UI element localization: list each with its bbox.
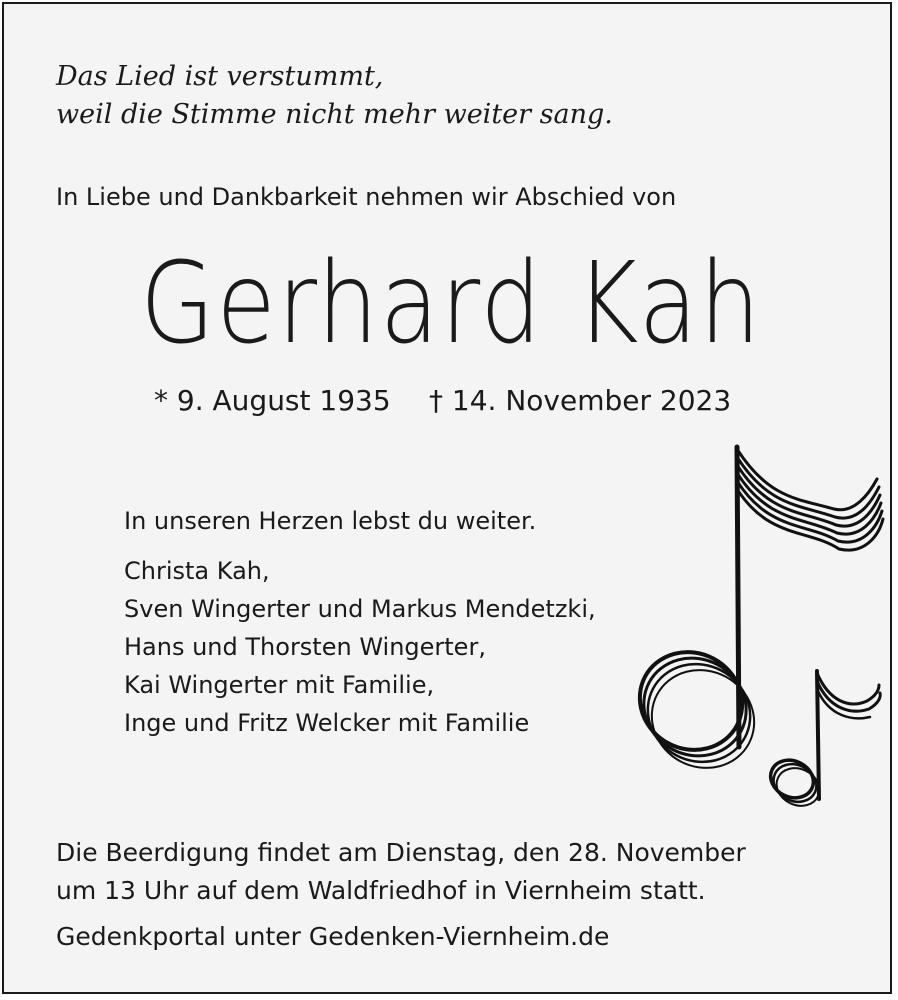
- birth-date: * 9. August 1935: [154, 384, 391, 417]
- subline: In unseren Herzen lebst du weiter.: [124, 507, 537, 535]
- family-member: Hans und Thorsten Wingerter,: [124, 633, 486, 661]
- intro-text: In Liebe und Dankbarkeit nehmen wir Abschied von: [56, 183, 677, 211]
- family-member: Christa Kah,: [124, 557, 270, 585]
- family-member: Sven Wingerter und Markus Mendetzki,: [124, 595, 596, 623]
- motto-line-2: weil die Stimme nicht mehr weiter sang.: [56, 99, 613, 130]
- motto-line-1: Das Lied ist verstummt,: [56, 61, 384, 92]
- funeral-line-2: um 13 Uhr auf dem Waldfriedhof in Viernheim statt.: [56, 876, 706, 905]
- family-member: Inge und Fritz Welcker mit Familie: [124, 709, 530, 737]
- obituary-card: [2, 2, 892, 994]
- deceased-name: Gerhard Kah: [140, 239, 763, 369]
- music-notes-icon: [629, 439, 889, 819]
- family-member: Kai Wingerter mit Familie,: [124, 671, 435, 699]
- memorial-portal: Gedenkportal unter Gedenken-Viernheim.de: [56, 922, 610, 951]
- funeral-line-1: Die Beerdigung findet am Dienstag, den 28. November: [56, 838, 746, 867]
- death-date: † 14. November 2023: [429, 384, 732, 417]
